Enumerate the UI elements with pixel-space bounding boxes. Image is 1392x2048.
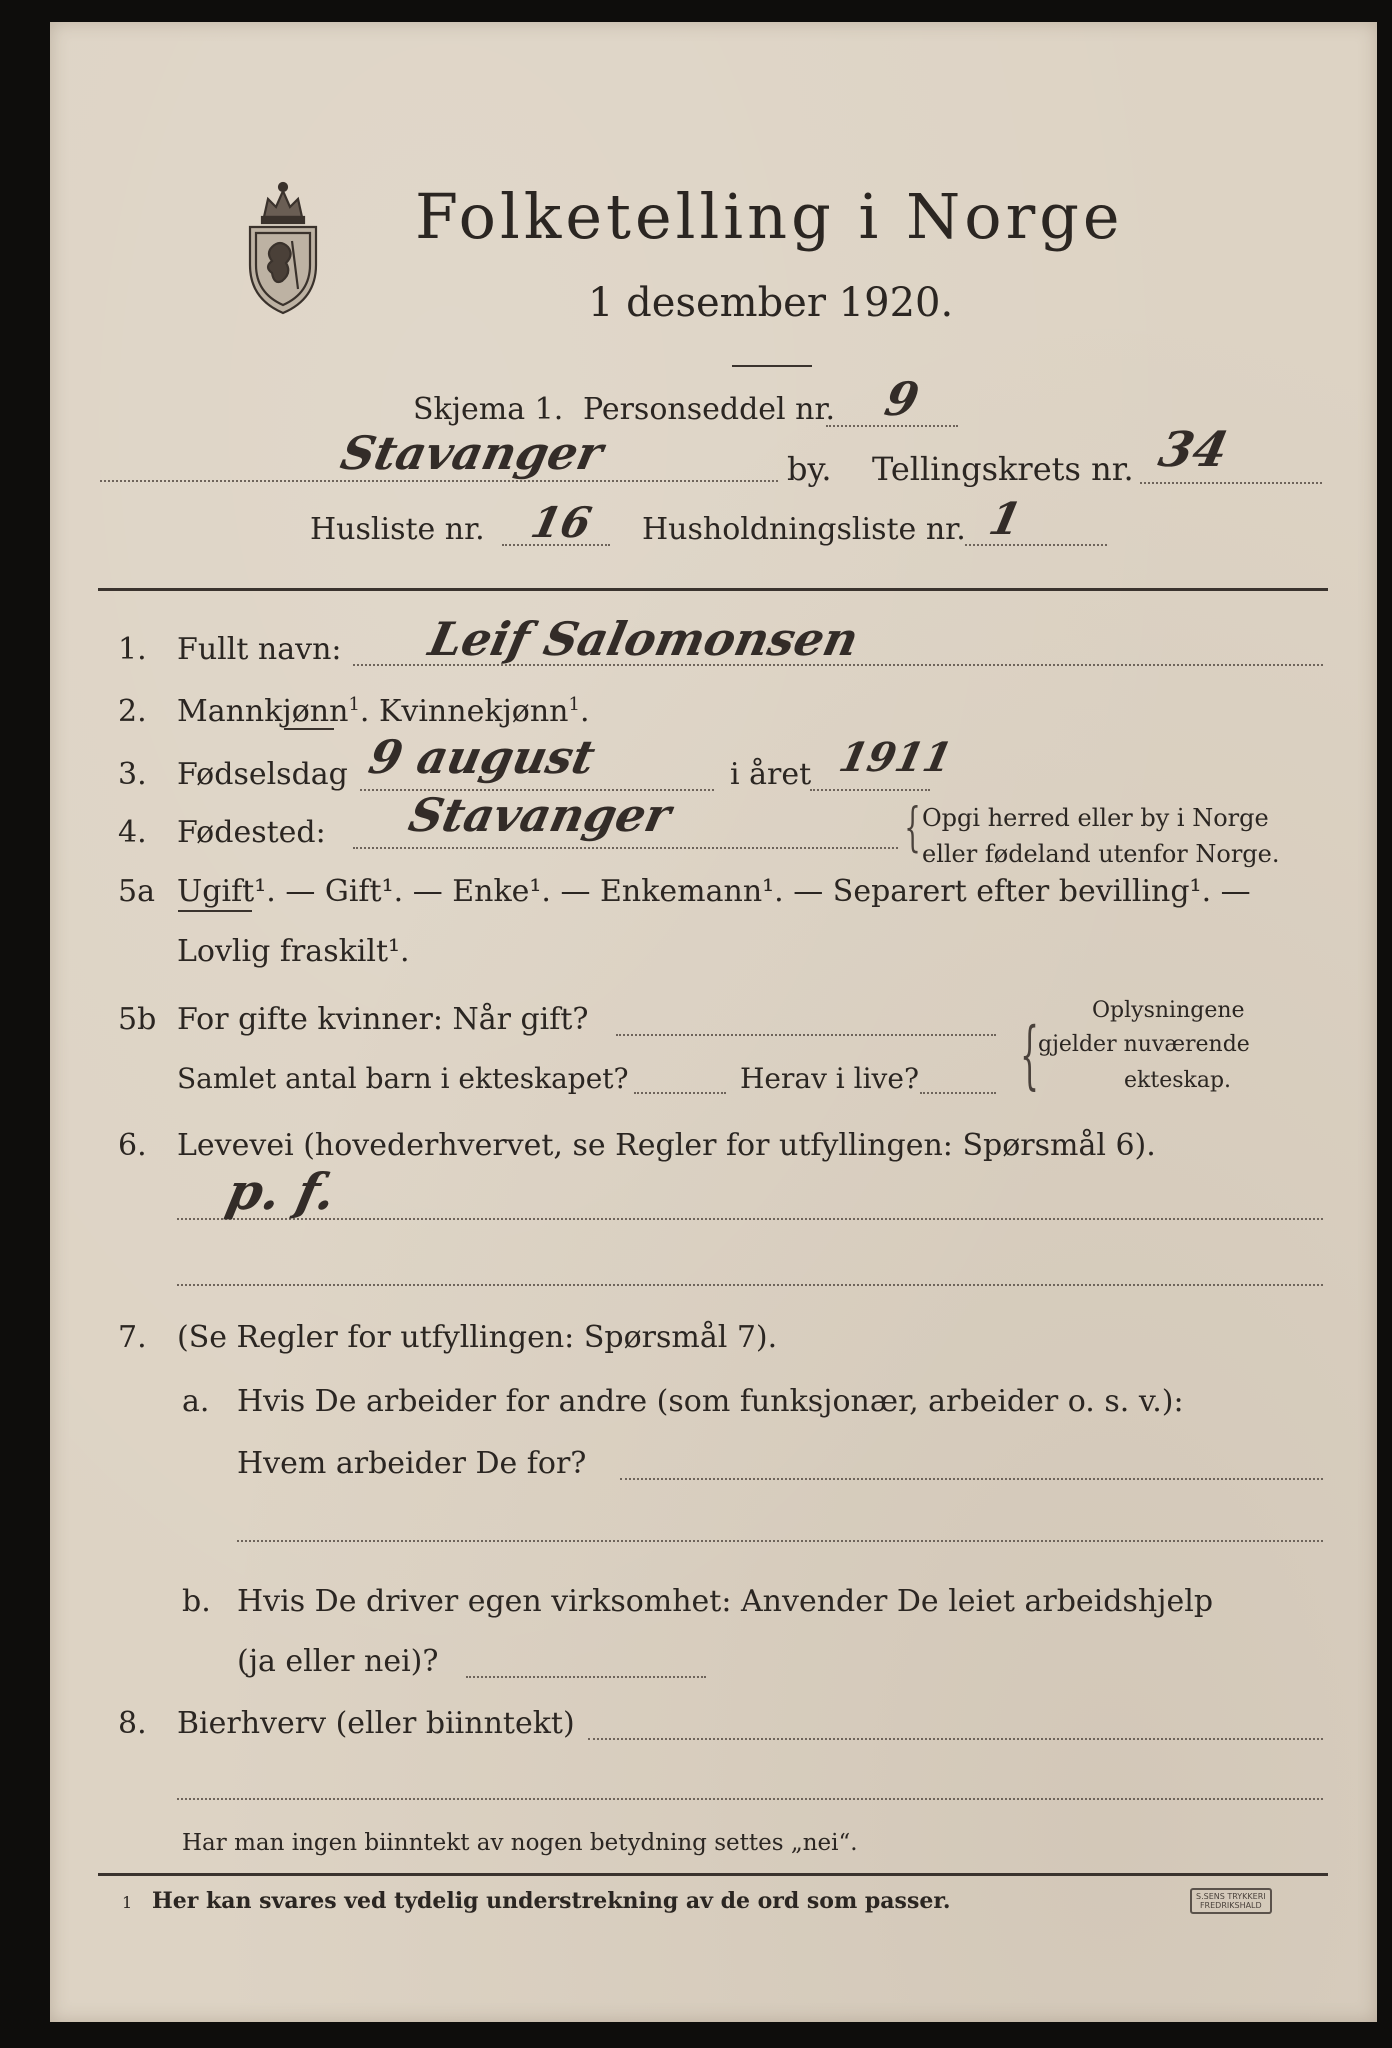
q3-number: 3. <box>118 757 147 792</box>
husliste-value[interactable]: 16 <box>526 498 596 547</box>
footnote-divider <box>98 1873 1328 1876</box>
q5a-options-line1[interactable]: Ugift¹. — Gift¹. — Enke¹. — Enkemann¹. — Separert efter bevilling¹. — <box>177 874 1251 909</box>
tellingskrets-field-line <box>1140 482 1322 484</box>
q5b-married-label: For gifte kvinner: Når gift? <box>177 1002 589 1037</box>
footnote-text: Her kan svares ved tydelig understrekning av de ord som passer. <box>152 1888 951 1914</box>
printer-stamp-line2: FREDRIKSHALD <box>1199 1901 1262 1910</box>
q3-year-field-line <box>810 789 930 791</box>
q7b-line2: (ja eller nei)? <box>237 1644 439 1679</box>
q7b-line1: Hvis De driver egen virksomhet: Anvender De leiet arbeidshjelp <box>237 1584 1214 1619</box>
skjema-label: Skjema 1. <box>413 392 564 427</box>
personseddel-value[interactable]: 9 <box>880 372 924 426</box>
q4-field-line <box>353 847 898 849</box>
q5b-note-line1: Oplysningene <box>1092 998 1245 1023</box>
q3-date-value[interactable]: 9 august <box>364 730 600 784</box>
q4-number: 4. <box>118 815 147 850</box>
footnote-mark: 1 <box>122 1893 133 1912</box>
q6-occupation-value[interactable]: p. f. <box>221 1162 342 1221</box>
q8-note: Har man ingen biinntekt av nogen betydning settes „nei“. <box>182 1830 858 1856</box>
q7a-line1: Hvis De arbeider for andre (som funksjonær, arbeider o. s. v.): <box>237 1384 1184 1419</box>
q7a-field-line-1 <box>620 1478 1323 1480</box>
q5a-ugift-underline <box>178 910 252 912</box>
q1-number: 1. <box>118 632 147 667</box>
q3-year-label: i året <box>730 757 812 792</box>
q4-label: Fødested: <box>177 815 326 850</box>
q5a-number: 5a <box>118 874 155 909</box>
q5b-note-line3: ekteskap. <box>1124 1068 1232 1093</box>
q8-field-line-1 <box>588 1738 1323 1740</box>
header-divider <box>98 588 1328 591</box>
q5a-options-line2[interactable]: Lovlig fraskilt¹. <box>177 934 410 969</box>
q8-number: 8. <box>118 1706 147 1741</box>
q6-field-line-1 <box>177 1218 1323 1220</box>
q8-field-line-2 <box>177 1798 1323 1800</box>
q2-number: 2. <box>118 694 147 729</box>
printer-stamp <box>1190 1888 1272 1914</box>
personseddel-label: Personseddel nr. <box>583 392 836 427</box>
q2-female-option[interactable]: Kvinnekjønn <box>378 694 569 729</box>
husliste-label: Husliste nr. <box>310 512 485 547</box>
q2-male-underline <box>284 728 334 730</box>
q1-label: Fullt navn: <box>177 632 342 667</box>
q6-label: Levevei (hovederhvervet, se Regler for utfyllingen: Spørsmål 6). <box>177 1128 1156 1163</box>
census-date: 1 desember 1920. <box>588 280 954 326</box>
q5b-alive-label: Herav i live? <box>740 1062 919 1095</box>
q7b-field-line <box>466 1676 706 1678</box>
q5b-alive-field-line <box>920 1092 996 1094</box>
tellingskrets-value[interactable]: 34 <box>1154 422 1233 478</box>
q6-field-line-2 <box>177 1284 1323 1286</box>
q4-birthplace-value[interactable]: Stavanger <box>404 788 676 842</box>
q2-sex-options: Mannkjønn$^1$. Kvinnekjønn$^1$. <box>177 694 590 729</box>
title-divider <box>732 365 812 367</box>
q6-number: 6. <box>118 1128 147 1163</box>
coat-of-arms-icon <box>242 177 324 317</box>
q2-male-option[interactable]: Mannkjønn <box>177 694 349 729</box>
q7a-line2: Hvem arbeider De for? <box>237 1446 587 1481</box>
husholdning-value[interactable]: 1 <box>984 494 1027 545</box>
tellingskrets-label: Tellingskrets nr. <box>872 450 1134 488</box>
q7-number: 7. <box>118 1320 147 1355</box>
q5b-note-line2: gjelder nuværende <box>1038 1032 1250 1057</box>
q5b-children-field-line <box>634 1092 726 1094</box>
city-value[interactable]: Stavanger <box>336 426 608 480</box>
q5b-note-brace: { <box>1020 1012 1039 1098</box>
q8-label: Bierhverv (eller biinntekt) <box>177 1706 575 1741</box>
q3-year-value[interactable]: 1911 <box>835 734 957 781</box>
q5b-married-field-line <box>616 1034 996 1036</box>
q5b-children-label: Samlet antal barn i ekteskapet? <box>177 1062 629 1095</box>
q7a-number: a. <box>182 1384 210 1419</box>
q3-label: Fødselsdag <box>177 757 348 792</box>
q4-note-line1: Opgi herred eller by i Norge <box>922 804 1269 832</box>
q1-name-value[interactable]: Leif Salomonsen <box>424 612 864 666</box>
by-label: by. <box>787 450 832 488</box>
printer-stamp-line1: S.SENS TRYKKERI <box>1196 1892 1266 1901</box>
q7-label: (Se Regler for utfyllingen: Spørsmål 7). <box>177 1320 778 1355</box>
form-title: Folketelling i Norge <box>415 180 1124 253</box>
q7b-number: b. <box>182 1584 211 1619</box>
q4-note-brace: { <box>904 798 921 858</box>
husholdning-label: Husholdningsliste nr. <box>642 512 966 547</box>
census-form <box>50 22 1377 2022</box>
city-field-line <box>100 480 778 482</box>
q5b-number: 5b <box>118 1002 157 1037</box>
q7a-field-line-2 <box>237 1540 1323 1542</box>
q4-note-line2: eller fødeland utenfor Norge. <box>922 840 1280 868</box>
